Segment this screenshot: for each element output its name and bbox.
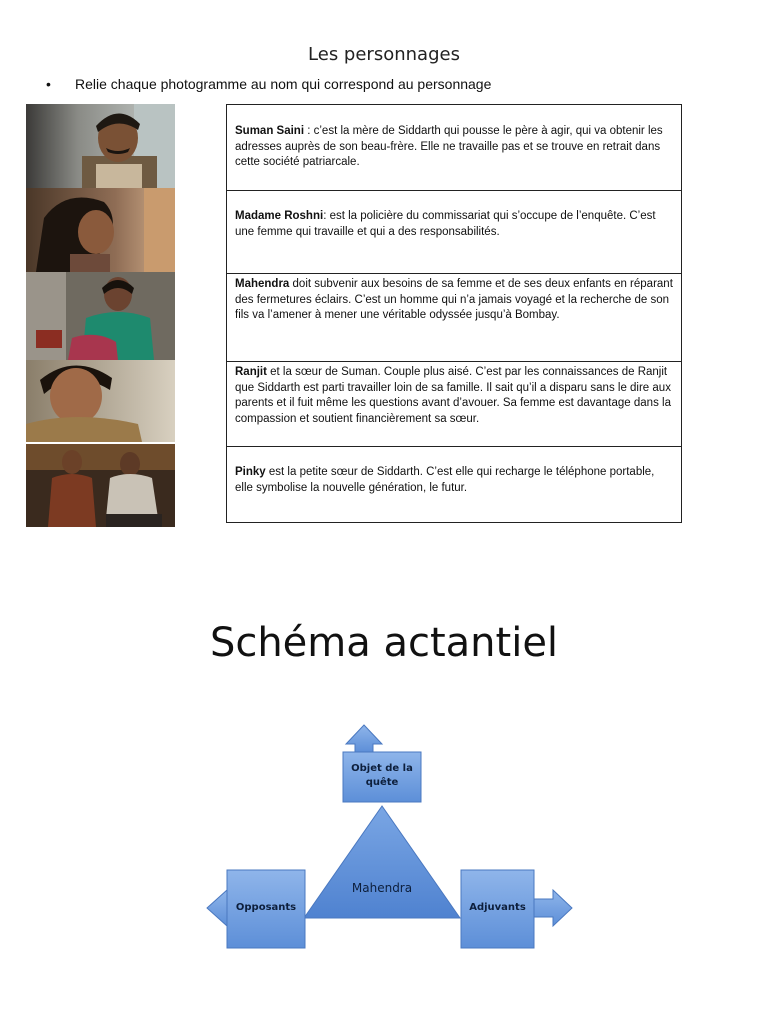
photo-column (26, 104, 175, 527)
photo-policewoman (26, 360, 175, 442)
character-name: Madame Roshni (235, 210, 324, 222)
character-name: Suman Saini (235, 125, 305, 137)
table-row (227, 191, 681, 274)
character-description: : est la policière du commissariat qui s’occupe de l’enquête. C’est une femme qui travaille et qui a des responsabilités. (235, 210, 656, 238)
opposants-label: Opposants (235, 902, 297, 913)
schema-title: Schéma actantiel (209, 620, 559, 666)
character-description: : c’est la mère de Siddarth qui pousse le père à agir, qui va obtenir les adresses auprès de son beau-frère. Elle ne travaille pas et se trouve en retrait dans cette société patriarcale. (235, 125, 663, 168)
character-name: Ranjit (235, 366, 267, 378)
instruction-text: Relie chaque photogramme au nom qui correspond au personnage (75, 76, 492, 92)
center-triangle (304, 806, 460, 918)
characters-table (226, 104, 682, 523)
character-description: doit subvenir aux besoins de sa femme et de ses deux enfants en réparant des fermetures éclairs. C’est un homme qui n’a jamais voyagé et la recherche de son fils va l’amener à mener une véritable odyssée jusqu’à Bombay. (235, 278, 673, 321)
character-description: est la petite sœur de Siddarth. C’est elle qui recharge le téléphone portable, elle symbolise la nouvelle génération, le futur. (235, 466, 655, 494)
adjuvants-label: Adjuvants (469, 902, 526, 913)
table-row (227, 362, 681, 447)
character-name: Pinky (235, 466, 266, 478)
photo-girl-profile (26, 188, 175, 272)
bullet: • (46, 76, 51, 92)
up-arrow (346, 725, 382, 752)
photo-woman-seated-green (26, 272, 175, 360)
right-arrow (534, 890, 572, 926)
table-row (227, 105, 681, 191)
table-row (227, 447, 681, 522)
photo-man-with-mustache (26, 104, 175, 188)
center-label: Mahendra (351, 881, 413, 895)
objet-label: Objet de la quête (351, 763, 413, 788)
character-description: et la sœur de Suman. Couple plus aisé. C’est par les connaissances de Ranjit que Siddarth est parti travailler loin de sa famille. Il sait qu’il a disparu sans le dire aux parents et il fuit même les questions avant d’avouer. Sa femme est davantage dans la compassion et soutient financièrement sa sœur. (235, 366, 671, 425)
actantial-diagram (180, 718, 580, 958)
character-name: Mahendra (235, 278, 290, 290)
photo-couple-seated (26, 444, 175, 527)
table-row (227, 274, 681, 362)
characters-title: Les personnages (308, 44, 460, 65)
instruction-line (46, 76, 491, 92)
